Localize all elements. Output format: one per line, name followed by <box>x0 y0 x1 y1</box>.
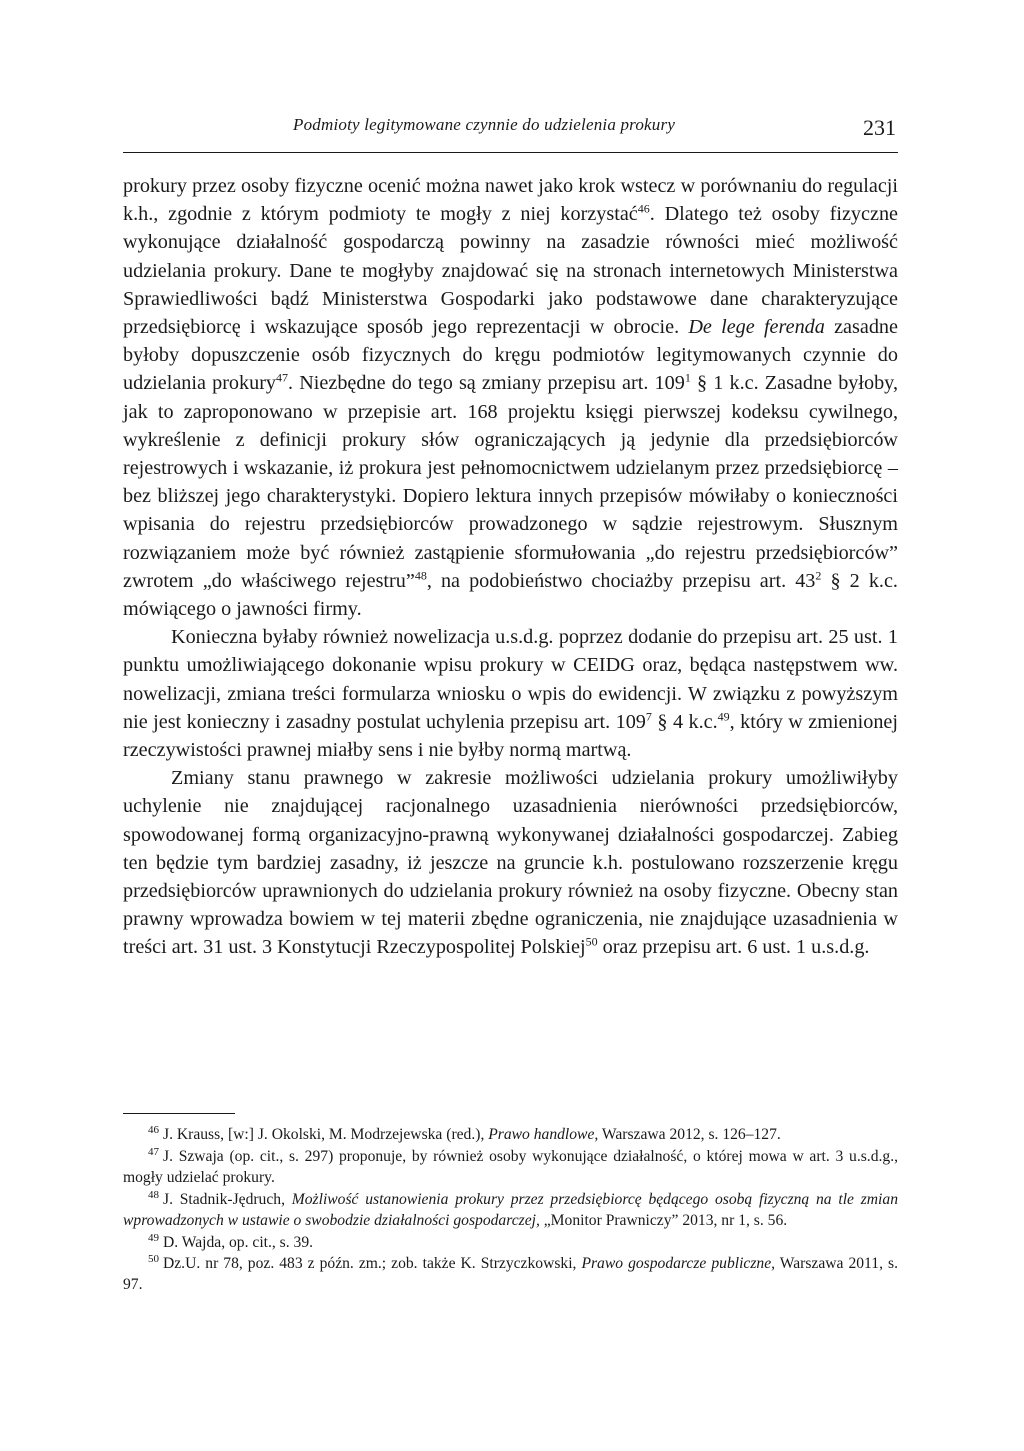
body-text <box>123 172 898 962</box>
footnote-number: 48 <box>148 1188 159 1201</box>
footnote-number: 47 <box>148 1145 159 1158</box>
footnote-number: 50 <box>148 1253 159 1266</box>
footnote-ref-50[interactable]: 50 <box>585 934 598 949</box>
page-number: 231 <box>863 115 896 140</box>
article-superscript: 7 <box>645 709 652 724</box>
running-header-title: Podmioty legitymowane czynnie do udzielenia prokury <box>293 115 676 134</box>
footnote-48: $^{48}$ J. Stadnik-Jędruch, Możliwość ustanowienia prokury przez przedsiębiorcę będącego osobą fizyczną na tle zmian wprowadzonych w ustawie o swobodzie działalności gospodarczej, „Monitor Prawniczy” 2013, nr 1, s. 56. <box>123 1188 898 1229</box>
paragraph-2: Konieczna byłaby również nowelizacja u.s.d.g. poprzez dodanie do przepisu art. 25 ust. 1 punktu umożliwiającego dokonanie wpisu prokury w CEIDG oraz, będąca następstwem ww. nowelizacji, zmiana treści formularza wniosku o wpis do ewidencji. W związku z powyższym nie jest konieczny i zasadny postulat uchylenia przepisu art. $109^7$ § 4 k.c.$^{49}$, który w zmienionej rzeczywistości prawnej miałby sens i nie byłby normą martwą. <box>123 626 898 762</box>
footnote-ref-47[interactable]: 47 <box>276 370 289 385</box>
article-superscript: 2 <box>815 568 822 583</box>
footnote-46: $^{46}$ J. Krauss, [w:] J. Okolski, M. Modrzejewska (red.), Prawo handlowe, Warszawa 2012, s. 126–127. <box>148 1123 781 1143</box>
latin-phrase: De lege ferenda <box>688 316 825 339</box>
article-superscript: 1 <box>684 370 691 385</box>
paragraph-3: Zmiany stanu prawnego w zakresie możliwości udzielania prokury umożliwiłyby uchylenie nie znajdującej racjonalnego uzasadnienia nierówności przedsiębiorców, spowodowanej formą organizacyjno-prawną wykonywanej działalności gospodarczej. Zabieg ten będzie tym bardziej zasadny, iż jeszcze na gruncie k.h. postulowano rozszerzenie kręgu przedsiębiorców uprawnionych do udzielania prokury również na osoby fizyczne. Obecny stan prawny wprowadza bowiem w tej materii zbędne ograniczenia, nie znajdujące uzasadnienia w treści art. 31 ust. 3 Konstytucji Rzeczypospolitej Polskiej$^{50}$ oraz przepisu art. 6 ust. 1 u.s.d.g. <box>123 767 898 959</box>
paragraph-1: prokury przez osoby fizyczne ocenić można nawet jako krok wstecz w porównaniu do regulacji k.h., zgodnie z którym podmioty te mogły z niej korzystać$^{46}$. Dlatego też osoby fizyczne wykonujące działalność gospodarczą powinny na zasadzie równości mieć możliwość udzielania prokury. Dane te mogłyby znajdować się na stronach internetowych Ministerstwa Sprawiedliwości bądź Ministerstwa Gospodarki jako podstawowe dane charakteryzujące przedsiębiorcę i wskazujące sposób jego reprezentacji w obrocie. De lege ferenda zasadne byłoby dopuszczenie osób fizycznych do kręgu podmiotów legitymowanych czynnie do udzielania prokury$^{47}$. Niezbędne do tego są zmiany przepisu art. $109^1$ § 1 k.c. Zasadne byłoby, jak to zaproponowano w przepisie art. 168 projektu księgi pierwszej kodeksu cywilnego, wykreślenie z definicji prokury słów ograniczających ją jedynie dla przedsiębiorców rejestrowych i wskazanie, iż prokura jest pełnomocnictwem udzielanym przez przedsiębiorcę – bez bliższej jego charakterystyki. Dopiero lektura innych przepisów mówiłaby o konieczności wpisania do rejestru przedsiębiorców prowadzonego w sądzie rejestrowym. Słusznym rozwiązaniem może być również zastąpienie sformułowania „do rejestru przedsiębiorców” zwrotem „do właściwego rejestru”$^{48}$, na podobieństwo chociażby przepisu art. $43^2$ § 2 k.c. mówiącego o jawności firmy. <box>123 175 899 621</box>
footnotes <box>123 1124 898 1296</box>
footnote-number: 46 <box>148 1123 159 1136</box>
footnote-ref-46[interactable]: 46 <box>637 201 650 216</box>
footnote-47: $^{47}$ J. Szwaja (op. cit., s. 297) proponuje, by również osoby wykonujące działalność, o której mowa w art. 3 u.s.d.g., mogły udzielać prokury. <box>123 1145 898 1186</box>
footnote-ref-49[interactable]: 49 <box>717 709 730 724</box>
footnote-ref-48[interactable]: 48 <box>414 568 427 583</box>
footnote-50: $^{50}$ Dz.U. nr 78, poz. 483 z późn. zm.; zob. także K. Strzyczkowski, Prawo gospodarcze publiczne, Warszawa 2011, s. 97. <box>123 1253 898 1294</box>
running-header <box>123 112 898 153</box>
footnote-number: 49 <box>148 1231 159 1244</box>
footnote-49: $^{49}$ D. Wajda, op. cit., s. 39. <box>148 1231 314 1251</box>
footnote-separator <box>123 1113 235 1114</box>
